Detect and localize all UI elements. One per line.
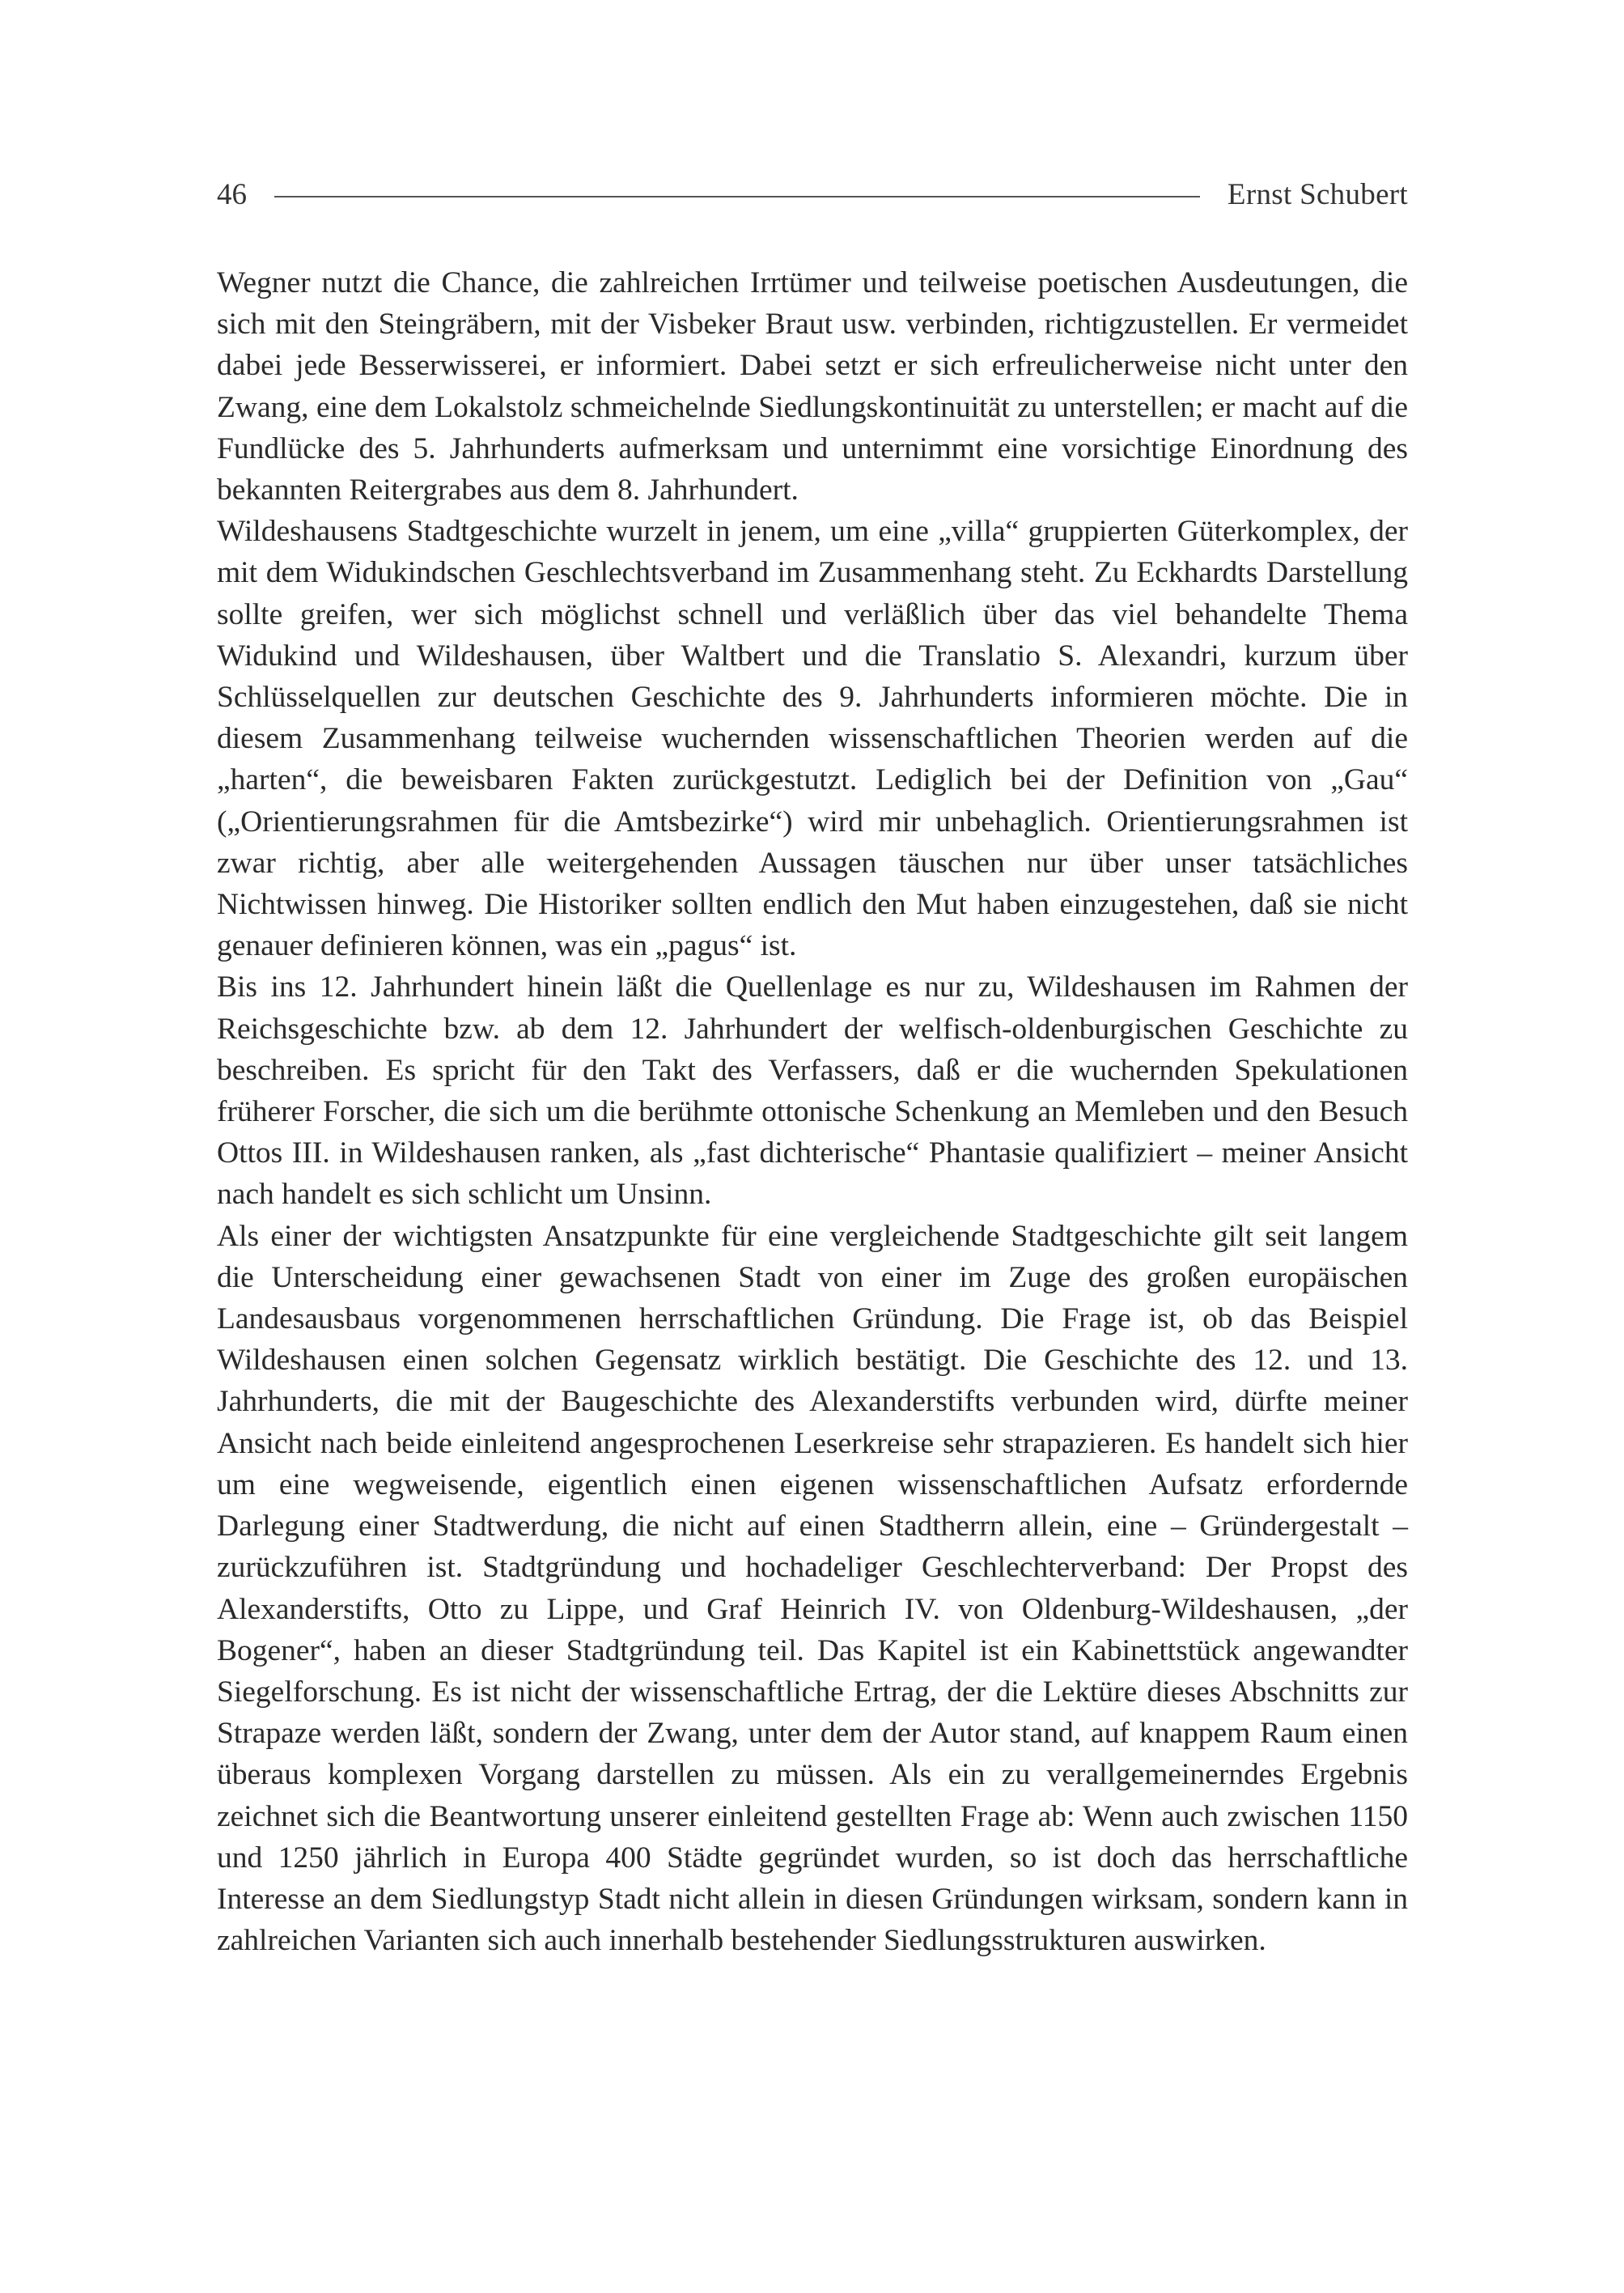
running-header: [217, 173, 1408, 215]
paragraph-stadtgruendung: Als einer der wichtigsten Ansatzpunkte für eine vergleichende Stadtgeschichte gilt seit langem die Unterscheidung einer gewachsenen Stadt von einer im Zuge des großen europäischen Landesausbaus vorgenommenen herrschaftlichen Gründung. Die Frage ist, ob das Beispiel Wildeshausen einen solchen Gegensatz wirklich bestätigt. Die Geschichte des 12. und 13. Jahrhunderts, die mit der Baugeschichte des Alexanderstifts verbunden wird, dürfte meiner Ansicht nach beide einleitend angesprochenen Leserkreise sehr strapazieren. Es handelt sich hier um eine wegweisende, eigentlich einen eigenen wissenschaftlichen Aufsatz erfordernde Darlegung einer Stadtwerdung, die nicht auf einen Stadtherrn allein, eine – Gründergestalt – zurückzuführen ist. Stadtgründung und hochadeliger Geschlechterverband: Der Propst des Alexanderstifts, Otto zu Lippe, und Graf Heinrich IV. von Oldenburg-Wildeshausen, „der Bogener“, haben an dieser Stadtgründung teil. Das Kapitel ist ein Kabinettstück angewandter Siegelforschung. Es ist nicht der wissenschaftliche Ertrag, der die Lektüre dieses Abschnitts zur Strapaze werden läßt, sondern der Zwang, unter dem der Autor stand, auf knappem Raum einen überaus komplexen Vorgang darstellen zu müssen. Als ein zu verallgemeinerndes Ergebnis zeichnet sich die Beantwortung unserer einleitend gestellten Frage ab: Wenn auch zwischen 1150 und 1250 jährlich in Europa 400 Städte gegründet wurden, so ist doch das herrschaftliche Interesse an dem Siedlungstyp Stadt nicht allein in diesen Gründungen wirksam, sondern kann in zahlreichen Varianten sich auch innerhalb bestehender Siedlungsstrukturen auswirken.: [217, 1219, 1408, 1958]
body-text: [217, 262, 1408, 1961]
header-rule: [274, 196, 1200, 197]
running-header-author: Ernst Schubert: [1227, 177, 1408, 211]
paragraph-reichsgeschichte: Bis ins 12. Jahrhundert hinein läßt die Quellenlage es nur zu, Wildeshausen im Rahmen der Reichsgeschichte bzw. ab dem 12. Jahrhundert der welfisch-oldenburgischen Geschichte zu beschreiben. Es spricht für den Takt des Verfassers, daß er die wuchernden Spekulationen früherer Forscher, die sich um die berühmte ottonische Schenkung an Memleben und den Besuch Ottos III. in Wildeshausen ranken, als „fast dichterische“ Phantasie qualifiziert – meiner Ansicht nach handelt es sich schlicht um Unsinn.: [217, 970, 1408, 1212]
paragraph-stadtgeschichte: Wildeshausens Stadtgeschichte wurzelt in jenem, um eine „villa“ gruppierten Güterkomplex, der mit dem Widukindschen Geschlechtsverband im Zusammenhang steht. Zu Eckhardts Darstellung sollte greifen, wer sich möglichst schnell und verläßlich über das viel behandelte Thema Widukind und Wildeshausen, über Waltbert und die Translatio S. Alexandri, kurzum über Schlüsselquellen zur deutschen Geschichte des 9. Jahrhunderts informieren möchte. Die in diesem Zusammenhang teilweise wuchernden wissenschaftlichen Theorien werden auf die „harten“, die beweisbaren Fakten zurückgestutzt. Lediglich bei der Definition von „Gau“ („Orientierungsrahmen für die Amtsbezirke“) wird mir unbehaglich. Orientierungsrahmen ist zwar richtig, aber alle weitergehenden Aussagen täuschen nur über unser tatsächliches Nichtwissen hinweg. Die Historiker sollten endlich den Mut haben einzugestehen, daß sie nicht genauer definieren können, was ein „pagus“ ist.: [217, 515, 1408, 963]
page-number: 46: [217, 177, 247, 211]
paragraph-wegner: Wegner nutzt die Chance, die zahlreichen Irrtümer und teilweise poetischen Ausdeutungen, die sich mit den Steingräbern, mit der Visbeker Braut usw. verbinden, richtigzustellen. Er vermeidet dabei jede Besserwisserei, er informiert. Dabei setzt er sich erfreulicherweise nicht unter den Zwang, eine dem Lokalstolz schmeichelnde Siedlungskontinuität zu unterstellen; er macht auf die Fundlücke des 5. Jahrhunderts aufmerksam und unternimmt eine vorsichtige Einordnung des bekannten Reitergrabes aus dem 8. Jahrhundert.: [217, 266, 1408, 507]
